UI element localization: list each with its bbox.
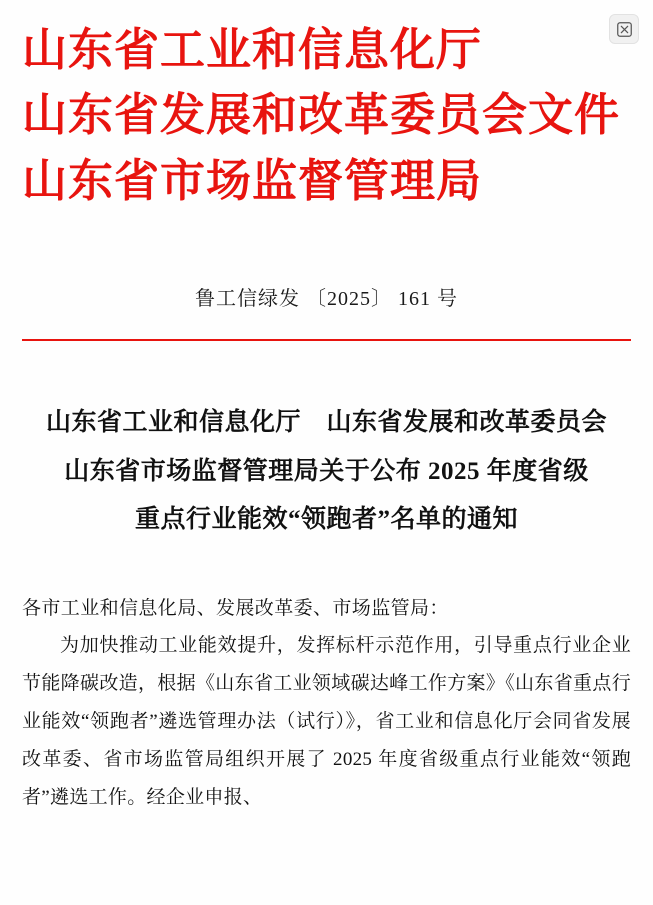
document-number: 鲁工信绿发 〔2025〕 161 号 xyxy=(195,287,458,310)
document-title xyxy=(22,399,631,545)
close-icon[interactable] xyxy=(609,14,639,44)
masthead-line-1: 山东省工业和信息化厅 xyxy=(22,25,483,75)
masthead-line-2: 山东省发展和改革委员会文件 xyxy=(22,90,621,141)
masthead-line-3: 山东省市场监督管理局 xyxy=(22,155,483,206)
salutation: 各市工业和信息化局、发展改革委、市场监管局： xyxy=(22,598,449,619)
title-line-2: 山东省市场监督管理局关于公布 2025 年度省级 xyxy=(64,457,589,485)
title-line-1: 山东省工业和信息化厅 山东省发展和改革委员会 xyxy=(45,408,607,436)
red-divider-rule xyxy=(22,339,631,341)
title-line-3: 重点行业能效“领跑者”名单的通知 xyxy=(134,506,518,534)
document-body xyxy=(22,591,631,817)
masthead xyxy=(22,0,631,214)
body-paragraph-1: 为加快推动工业能效提升，发挥标杆示范作用，引导重点行业企业节能降碳改造，根据《山东省工业领域碳达峰工作方案》《山东省重点行业能效“领跑者”遴选管理办法（试行）》，省工业和信息化厅会同省发展改革委、省市场监管局组织开展了 2025 年度省级重点行业能效“领跑者”遴选工作。经企业申报、 xyxy=(22,635,631,809)
